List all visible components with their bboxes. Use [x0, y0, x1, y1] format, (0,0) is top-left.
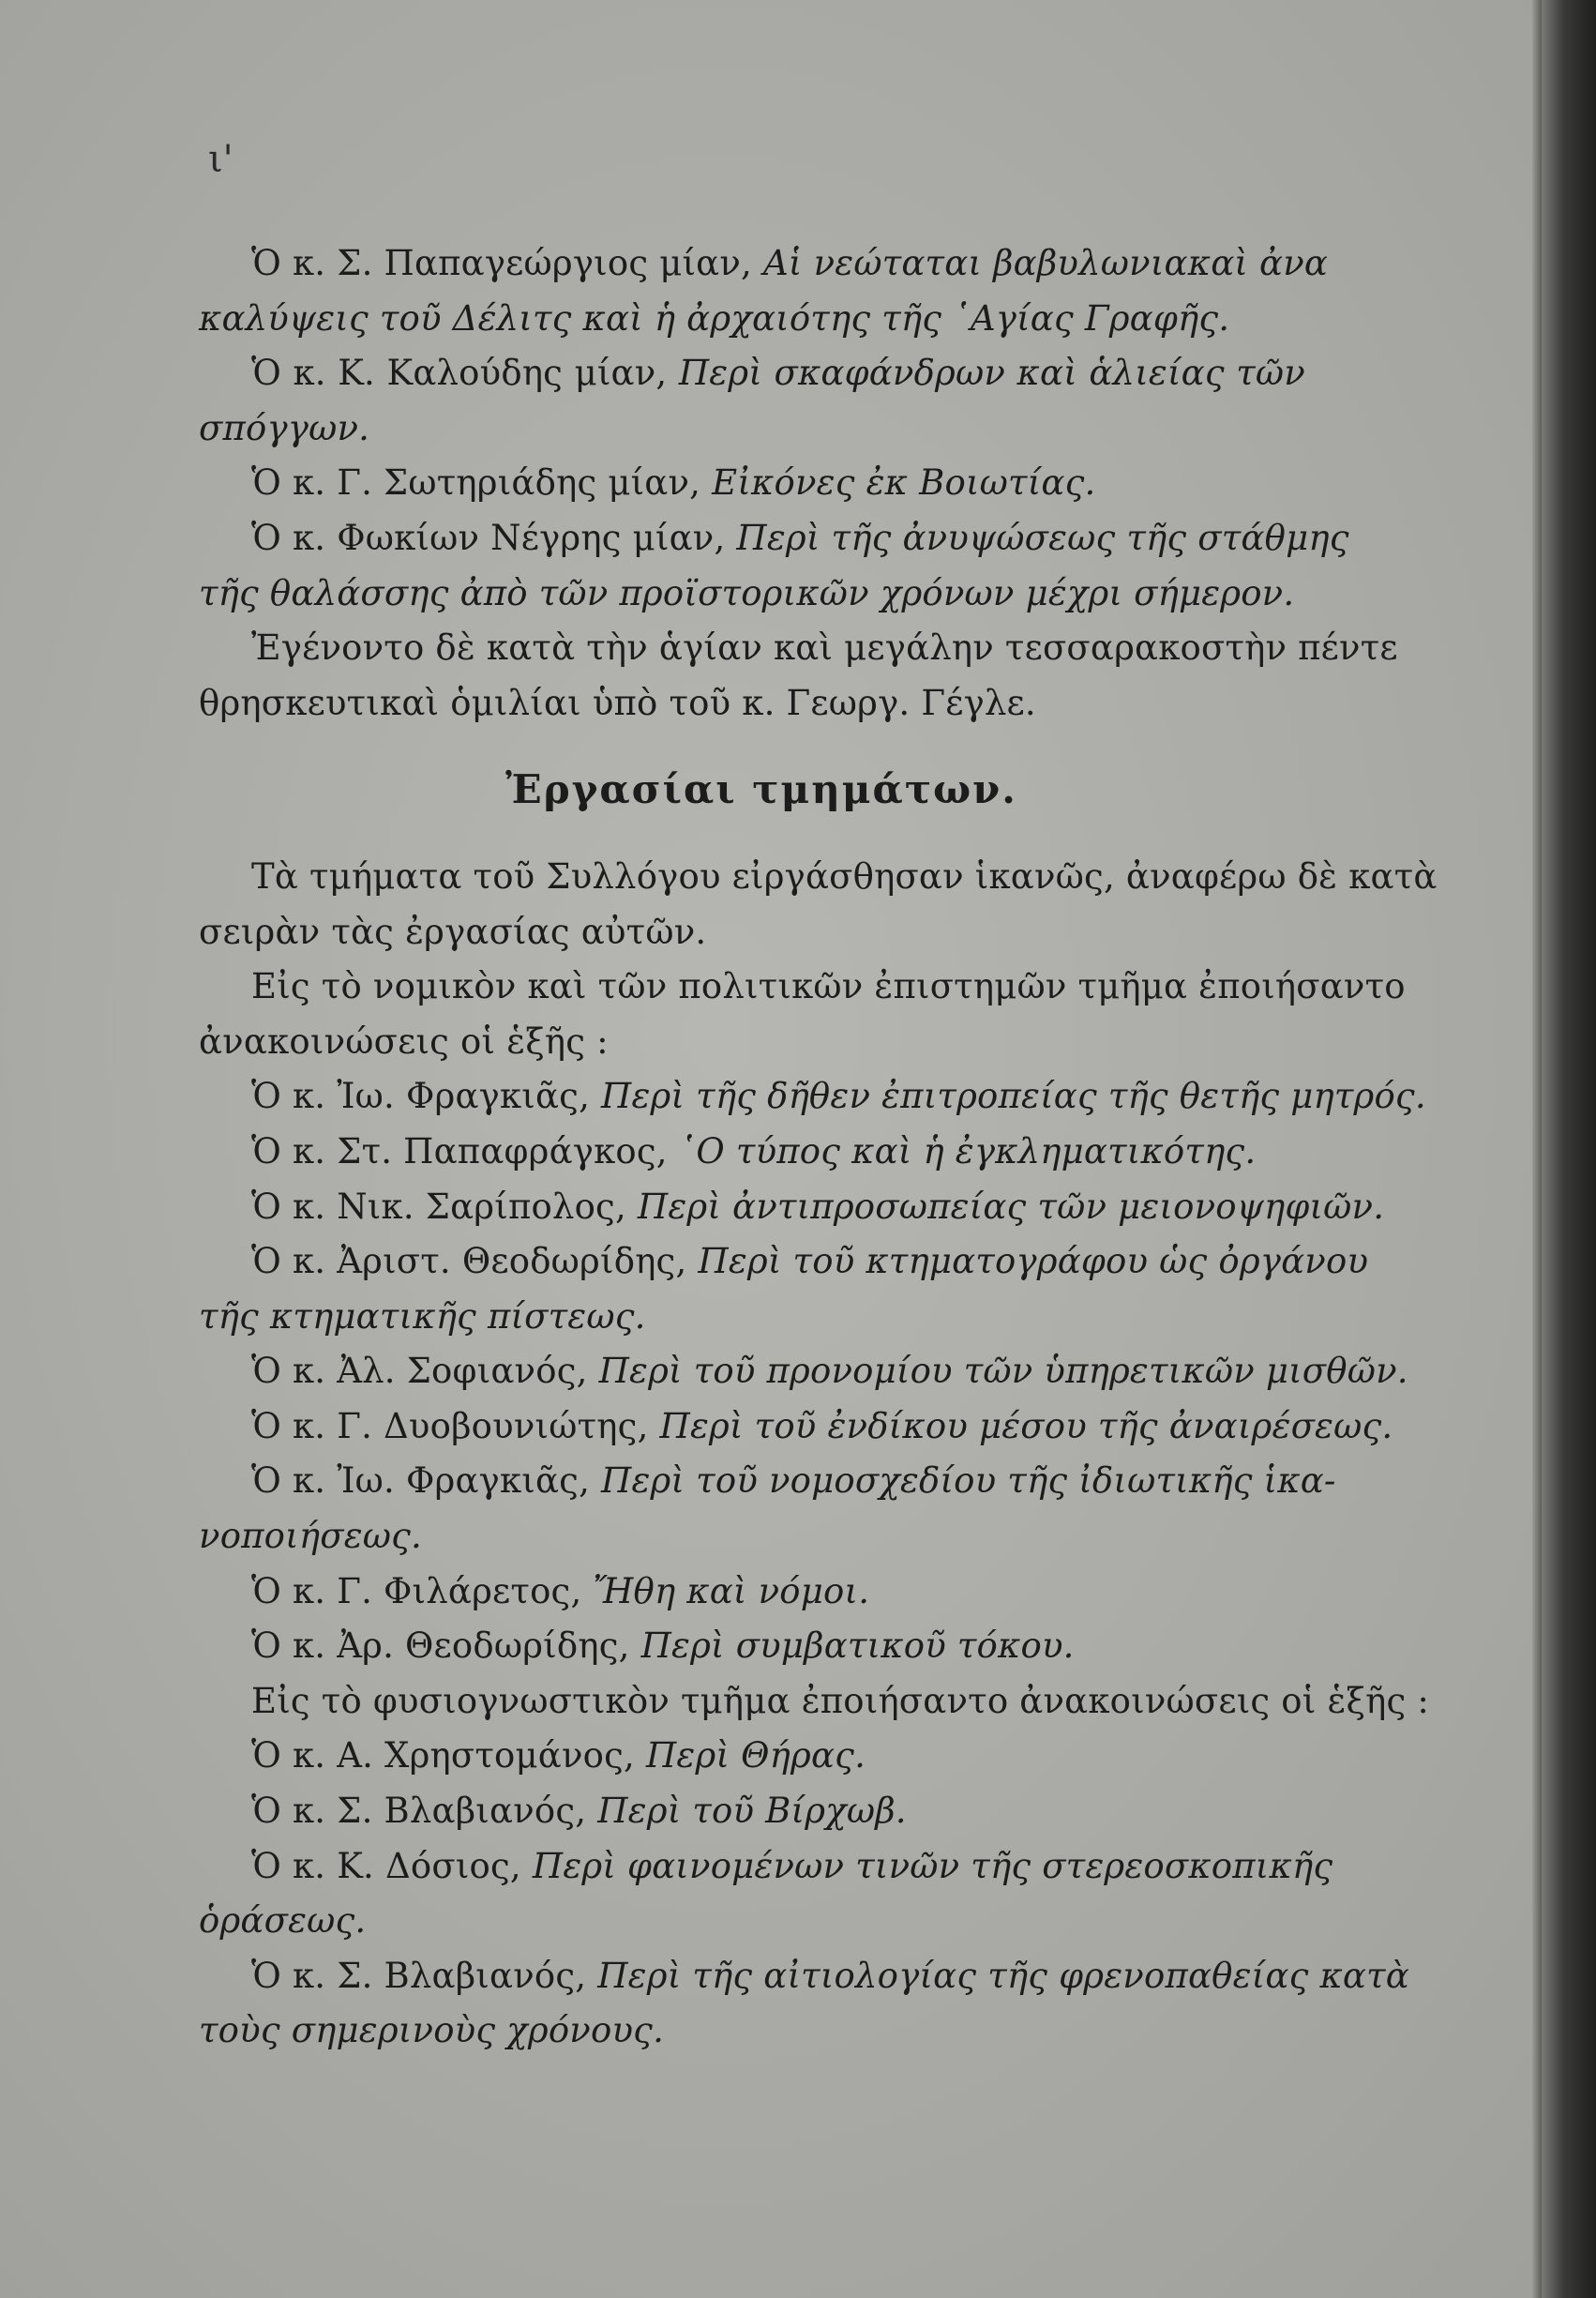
text-line-m14 [199, 1565, 1305, 1620]
text-line-m10 [199, 1344, 1408, 1399]
italic-title: σπόγγων. [199, 407, 370, 448]
italic-title: ῾Ο τύπος καὶ ἡ ἐγκληματικότης. [678, 1130, 1257, 1172]
text-line-m13 [199, 1509, 1305, 1565]
text-line-l9 [199, 676, 1305, 732]
italic-title: νοποιήσεως. [199, 1516, 423, 1557]
text-line-m4 [199, 1015, 1305, 1070]
text-run: Εἰς τὸ φυσιογνωστικὸν τμῆμα ἐποιήσαντο ἀνακοινώσεις οἱ ἑξῆς : [251, 1680, 1429, 1721]
text-run: σειρὰν τὰς ἐργασίας αὐτῶν. [199, 911, 707, 952]
text-run: θρησκευτικαὶ ὁμιλίαι ὑπὸ τοῦ κ. Γεωργ. Γέγλε. [199, 682, 1036, 723]
text-line-l5 [199, 456, 1305, 511]
italic-title: Περὶ τοῦ ἐνδίκου μέσου τῆς ἀναιρέσεως. [659, 1405, 1393, 1446]
paragraphs-bottom [199, 850, 1438, 2059]
text-line-l6 [199, 511, 1349, 567]
text-line-l3 [199, 346, 1305, 401]
text-run: Ὁ κ. Στ. Παπαφράγκος, [251, 1130, 679, 1172]
text-block [199, 236, 1438, 2059]
italic-title: ὁράσεως. [199, 1900, 367, 1942]
section-heading: Ἐργασίαι τμημάτων. [505, 766, 1017, 813]
text-line-m22 [199, 2003, 1305, 2059]
text-run: Ὁ κ. Ἀρ. Θεοδωρίδης, [251, 1625, 641, 1667]
text-line-m21 [199, 1949, 1409, 2004]
text-run: Ὁ κ. Ἰω. Φραγκιᾶς, [251, 1076, 602, 1117]
text-line-m7 [199, 1180, 1385, 1235]
italic-title: Αἱ νεώταται βαβυλωνιακαὶ ἀνα [762, 243, 1329, 283]
text-run: Ὁ κ. Ἀριστ. Θεοδωρίδης, [251, 1241, 699, 1282]
binding-edge [1532, 0, 1542, 2298]
italic-title: τῆς θαλάσσης ἀπὸ τῶν προϊστορικῶν χρόνων μέχρι σήμερον. [199, 572, 1295, 613]
text-run: Ἐγένοντο δὲ κατὰ τὴν ἁγίαν καὶ μεγάλην τεσσαρακοστὴν πέντε [251, 627, 1398, 669]
text-line-m6 [199, 1125, 1305, 1180]
text-line-m15 [199, 1619, 1305, 1674]
text-run: Ὁ κ. Ἀλ. Σοφιανός, [251, 1351, 599, 1392]
italic-title: Περὶ τῆς δῆθεν ἐπιτροπείας τῆς θετῆς μητρός. [601, 1076, 1426, 1117]
text-run: Ὁ κ. Γ. Φιλάρετος, [251, 1570, 594, 1611]
text-line-m17 [199, 1729, 1305, 1784]
text-run: Ὁ κ. Φωκίων Νέγρης μίαν, [251, 517, 737, 558]
italic-title: Εἰκόνες ἐκ Βοιωτίας. [712, 462, 1096, 504]
text-run: Εἰς τὸ νομικὸν καὶ τῶν πολιτικῶν ἐπιστημῶν τμῆμα ἐποιήσαντο [251, 966, 1406, 1007]
text-run: Τὰ τμήματα τοῦ Συλλόγου εἰργάσθησαν ἱκανῶς, ἀναφέρω δὲ κατὰ [251, 855, 1438, 897]
italic-title: Περὶ τῆς ἀνυψώσεως τῆς στάθμης [736, 517, 1349, 558]
text-run: Ὁ κ. Σ. Παπαγεώργιος μίαν, [251, 243, 763, 283]
text-line-l7 [199, 567, 1305, 622]
italic-title: τῆς κτηματικῆς πίστεως. [199, 1295, 646, 1337]
binding-shadow [1542, 0, 1596, 2298]
italic-title: Περὶ σκαφάνδρων καὶ ἁλιείας τῶν [678, 353, 1305, 394]
text-line-m9 [199, 1290, 1305, 1345]
italic-title: Περὶ τοῦ νομοσχεδίου τῆς ἰδιωτικῆς ἱκα- [601, 1460, 1336, 1502]
text-line-m11 [199, 1399, 1393, 1455]
italic-title: Περὶ συμβατικοῦ τόκου. [640, 1625, 1075, 1667]
italic-title: Περὶ τοῦ Βίρχωβ. [597, 1791, 907, 1832]
text-run: Ὁ κ. Σ. Βλαβιανός, [251, 1955, 598, 1996]
text-run: ἀνακοινώσεις οἱ ἑξῆς : [199, 1020, 609, 1062]
italic-title: Περὶ φαινομένων τινῶν τῆς στερεοσκοπικῆς [532, 1845, 1333, 1886]
text-run: Ὁ κ. Σ. Βλαβιανός, [251, 1791, 598, 1832]
text-run: Ὁ κ. Γ. Σωτηριάδης μίαν, [251, 462, 713, 504]
italic-title: Περὶ τῆς αἰτιολογίας τῆς φρενοπαθείας κατὰ [597, 1955, 1409, 1996]
text-line-l8 [199, 621, 1398, 676]
text-line-m5 [199, 1069, 1426, 1125]
italic-title: Περὶ τοῦ προνομίου τῶν ὑπηρετικῶν μισθῶν. [598, 1351, 1408, 1392]
text-line-m1 [199, 850, 1438, 905]
page-number: ι' [208, 138, 233, 181]
text-line-m3 [199, 960, 1406, 1015]
paragraphs-top [199, 236, 1398, 731]
text-line-m18 [199, 1784, 1305, 1839]
text-run: Ὁ κ. Ἰω. Φραγκιᾶς, [251, 1460, 602, 1502]
text-run: Ὁ κ. Α. Χρηστομάνος, [251, 1735, 646, 1776]
text-line-m16 [199, 1674, 1429, 1730]
text-run: Ὁ κ. Κ. Καλούδης μίαν, [251, 353, 679, 394]
text-line-m8 [199, 1234, 1369, 1290]
italic-title: Ἤθη καὶ νόμοι. [593, 1570, 870, 1611]
text-line-m19 [199, 1839, 1333, 1895]
italic-title: Περὶ ἀντιπροσωπείας τῶν μειονοψηφιῶν. [637, 1186, 1385, 1227]
italic-title: Περὶ τοῦ κτηματογράφου ὡς ὀργάνου [698, 1241, 1369, 1282]
text-line-m12 [199, 1454, 1336, 1509]
text-run: Ὁ κ. Κ. Δόσιος, [251, 1845, 533, 1886]
text-run: Ὁ κ. Νικ. Σαρίπολος, [251, 1186, 638, 1227]
text-run: Ὁ κ. Γ. Δυοβουνιώτης, [251, 1405, 660, 1446]
text-line-m20 [199, 1894, 1305, 1949]
italic-title: τοὺς σημερινοὺς χρόνους. [199, 2010, 665, 2051]
text-line-m2 [199, 905, 1305, 960]
text-line-l1 [199, 236, 1329, 292]
text-line-l2 [199, 292, 1305, 347]
text-line-l4 [199, 401, 1305, 457]
italic-title: καλύψεις τοῦ Δέλιτς καὶ ἡ ἀρχαιότης τῆς ῾Αγίας Γραφῆς. [199, 297, 1230, 339]
italic-title: Περὶ Θήρας. [645, 1735, 866, 1776]
